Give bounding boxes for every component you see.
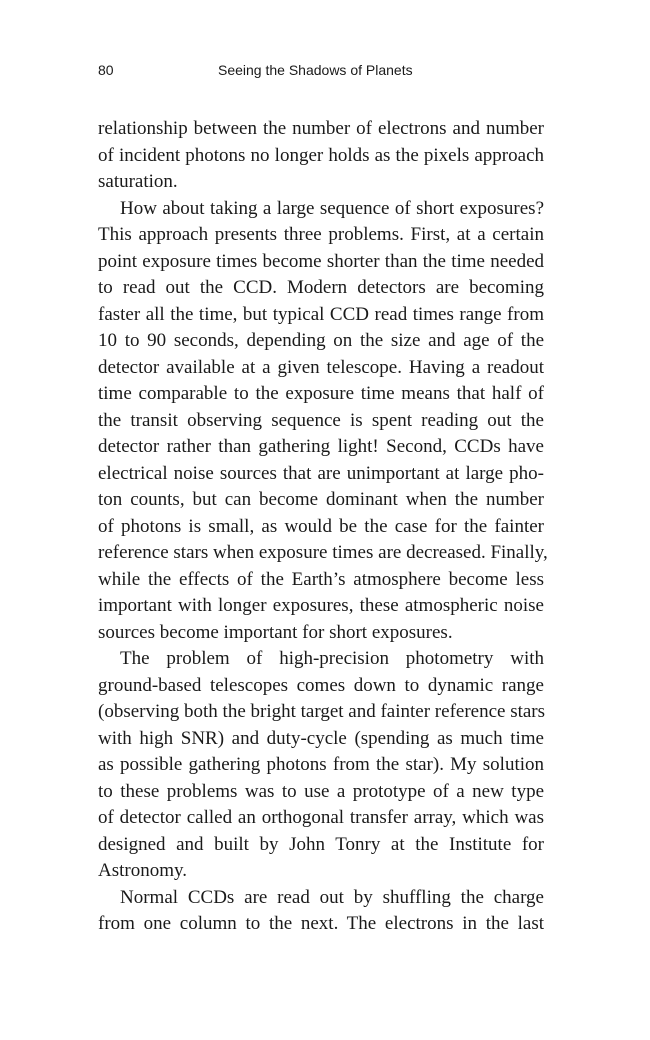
text-line: detector available at a given telescope. Having a readout bbox=[98, 356, 544, 378]
text-line: ground-based telescopes comes down to dynamic range bbox=[98, 674, 544, 696]
running-head bbox=[98, 62, 548, 84]
text-line: while the effects of the Earth’s atmosphere become less bbox=[98, 568, 544, 590]
text-line: to read out the CCD. Modern detectors are becoming bbox=[98, 277, 544, 298]
text-line: of detector called an orthogonal transfer array, which was bbox=[98, 807, 544, 828]
text-line: faster all the time, but typical CCD read times range from bbox=[98, 303, 544, 325]
text-line: of incident photons no longer holds as the pixels approach bbox=[98, 144, 544, 166]
page-number: 80 bbox=[98, 62, 114, 78]
text-line: saturation. bbox=[98, 171, 178, 192]
text-line: designed and built by John Tonry at the Institute for bbox=[98, 833, 544, 855]
text-line: Astronomy. bbox=[98, 860, 188, 881]
text-line: detector rather than gathering light! Second, CCDs have bbox=[98, 436, 544, 457]
text-line: (observing both the bright target and fainter reference stars bbox=[98, 701, 546, 722]
text-line: as possible gathering photons from the star). My solution bbox=[98, 754, 544, 775]
text-line: electrical noise sources that are unimportant at large pho- bbox=[98, 462, 544, 484]
text-line: How about taking a large sequence of short exposures? bbox=[120, 197, 544, 219]
text-line: 10 to 90 seconds, depending on the size and age of the bbox=[98, 330, 544, 351]
text-line: ton counts, but can become dominant when the number bbox=[98, 489, 544, 510]
text-line: point exposure times become shorter than the time needed bbox=[98, 250, 544, 272]
text-line: from one column to the next. The electrons in the last bbox=[98, 913, 544, 934]
text-line: of photons is small, as would be the case for the fainter bbox=[98, 515, 544, 537]
text-line: sources become important for short exposures. bbox=[98, 621, 453, 643]
text-line: time comparable to the exposure time means that half of bbox=[98, 383, 544, 404]
text-line: with high SNR) and duty-cycle (spending as much time bbox=[98, 727, 544, 749]
text-line: reference stars when exposure times are decreased. Finally, bbox=[98, 542, 548, 563]
text-line: important with longer exposures, these atmospheric noise bbox=[98, 595, 544, 616]
running-title: Seeing the Shadows of Planets bbox=[218, 62, 413, 78]
text-line: Normal CCDs are read out by shuffling the charge bbox=[120, 886, 544, 908]
text-line: to these problems was to use a prototype of a new type bbox=[98, 780, 544, 802]
body-text bbox=[98, 116, 548, 938]
text-line: The problem of high-precision photometry with bbox=[120, 648, 544, 669]
text-line: This approach presents three problems. First, at a certain bbox=[98, 224, 544, 245]
text-line: the transit observing sequence is spent reading out the bbox=[98, 409, 544, 431]
text-line: relationship between the number of electrons and number bbox=[98, 118, 544, 139]
